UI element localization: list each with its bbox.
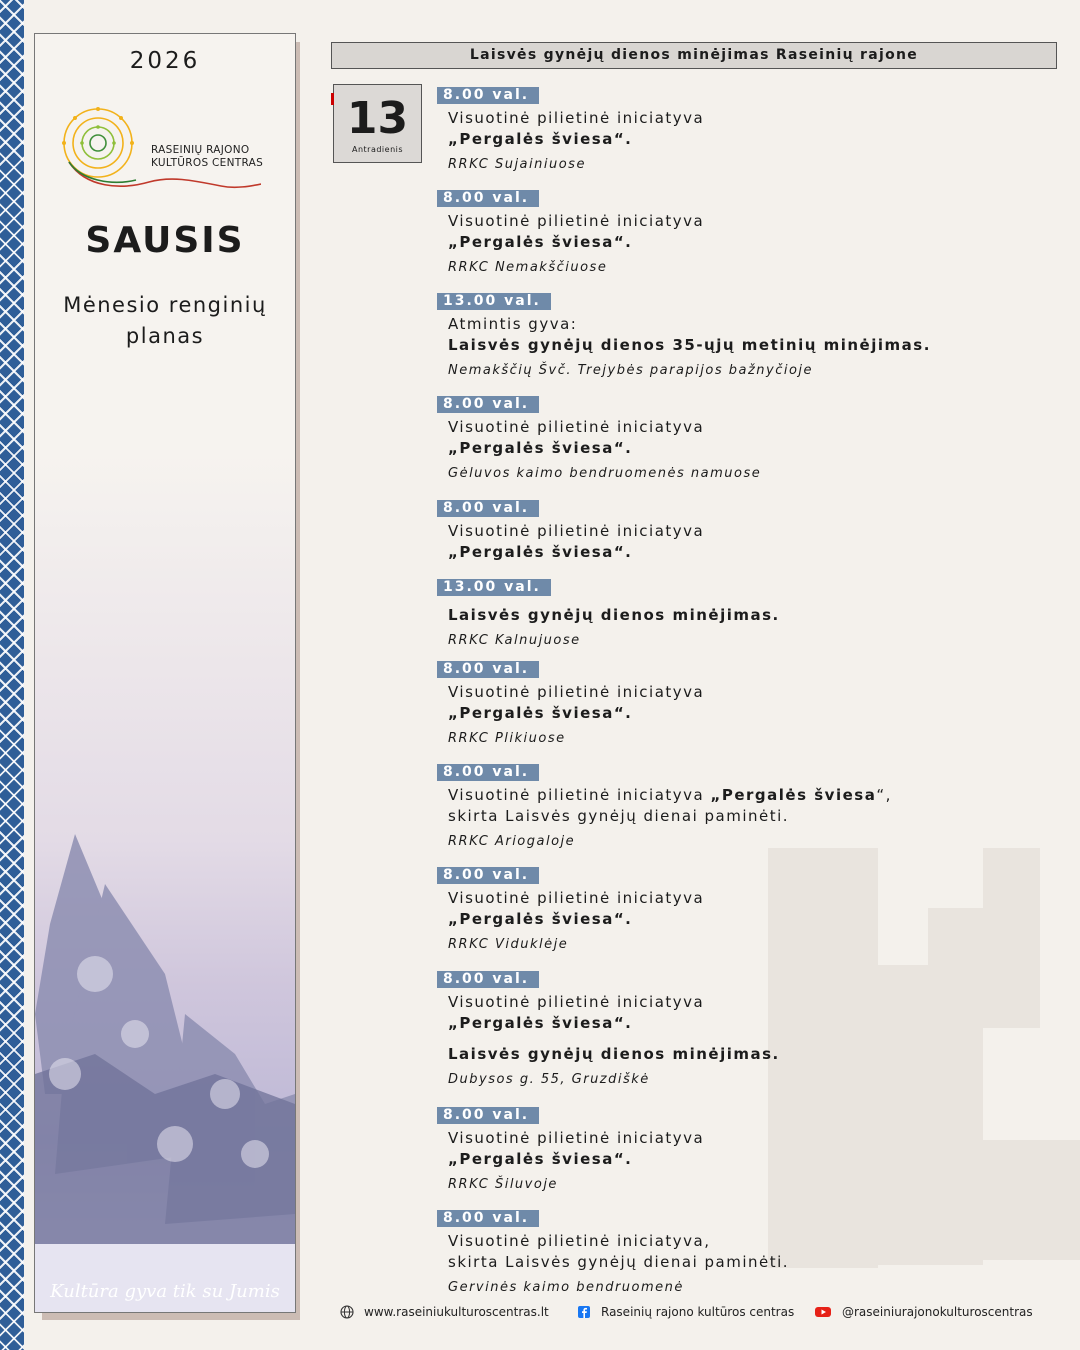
event-item bbox=[437, 187, 1037, 278]
logo-line: RASEINIŲ RAJONO bbox=[151, 144, 250, 156]
time-badge: 8.00 val. bbox=[437, 661, 539, 678]
time-badge: 8.00 val. bbox=[437, 396, 539, 413]
subtitle-line: Mėnesio renginių bbox=[63, 293, 267, 317]
subtitle-line: planas bbox=[125, 324, 205, 348]
event-title: Laisvės gynėjų dienos minėjimas. bbox=[448, 606, 780, 624]
time-badge: 8.00 val. bbox=[437, 764, 539, 781]
event-item bbox=[437, 393, 1037, 484]
event-item bbox=[437, 864, 1037, 955]
event-item bbox=[437, 290, 1037, 381]
event-text-part: Visuotinė pilietinė iniciatyva bbox=[448, 786, 711, 804]
day-number: 13 bbox=[346, 93, 409, 144]
event-text: skirta Laisvės gynėjų dienai paminėti. bbox=[448, 1253, 790, 1271]
event-text: Visuotinė pilietinė iniciatyva bbox=[448, 212, 705, 230]
event-text: skirta Laisvės gynėjų dienai paminėti. bbox=[448, 807, 790, 825]
event-text bbox=[448, 785, 1037, 806]
event-place: RRKC Šiluvoje bbox=[448, 1177, 558, 1192]
event-item bbox=[437, 576, 1037, 651]
event-text: Visuotinė pilietinė iniciatyva bbox=[448, 889, 705, 907]
event-title: „Pergalės šviesa“. bbox=[448, 543, 633, 561]
youtube-link[interactable]: @raseiniurajonokulturoscentras bbox=[842, 1305, 1033, 1319]
event-item bbox=[437, 497, 1037, 563]
winter-forest-image bbox=[35, 454, 295, 1312]
event-place: Gervinės kaimo bendruomenė bbox=[448, 1280, 684, 1295]
event-text: Visuotinė pilietinė iniciatyva bbox=[448, 109, 705, 127]
event-title: „Pergalės šviesa“. bbox=[448, 910, 633, 928]
logo-line: KULTŪROS CENTRAS bbox=[151, 157, 264, 169]
event-text: Visuotinė pilietinė iniciatyva bbox=[448, 683, 705, 701]
globe-icon bbox=[340, 1305, 354, 1319]
event-title: „Pergalės šviesa“. bbox=[448, 1014, 633, 1032]
event-text: Visuotinė pilietinė iniciatyva bbox=[448, 418, 705, 436]
time-badge: 8.00 val. bbox=[437, 87, 539, 104]
event-text: Atmintis gyva: bbox=[448, 315, 578, 333]
event-place: RRKC Ariogaloje bbox=[448, 834, 576, 849]
time-badge: 8.00 val. bbox=[437, 1210, 539, 1227]
event-place: RRKC Viduklėje bbox=[448, 937, 569, 952]
event-title: Laisvės gynėjų dienos minėjimas. bbox=[448, 1045, 780, 1063]
month-subtitle bbox=[35, 290, 295, 352]
time-badge: 8.00 val. bbox=[437, 971, 539, 988]
page-header: Laisvės gynėjų dienos minėjimas Raseinių rajone bbox=[331, 42, 1057, 69]
event-item bbox=[437, 84, 1037, 175]
date-marker bbox=[331, 93, 334, 105]
event-text: Visuotinė pilietinė iniciatyva, bbox=[448, 1232, 711, 1250]
event-place: RRKC Nemakščiuose bbox=[448, 260, 608, 275]
footer-facebook[interactable] bbox=[577, 1305, 794, 1319]
year-label: 2026 bbox=[129, 48, 201, 74]
event-title: „Pergalės šviesa“. bbox=[448, 704, 633, 722]
time-badge: 13.00 val. bbox=[437, 579, 551, 596]
date-box bbox=[333, 84, 422, 163]
youtube-icon bbox=[814, 1305, 832, 1319]
event-place: Gėluvos kaimo bendruomenės namuose bbox=[448, 466, 762, 481]
event-title: „Pergalės šviesa bbox=[710, 786, 877, 804]
event-place: Dubysos g. 55, Gruzdiškė bbox=[448, 1072, 650, 1087]
event-text: Visuotinė pilietinė iniciatyva bbox=[448, 993, 705, 1011]
tagline: Kultūra gyva tik su Jumis bbox=[50, 1281, 280, 1302]
time-badge: 13.00 val. bbox=[437, 293, 551, 310]
event-place: RRKC Plikiuose bbox=[448, 731, 566, 746]
footer-youtube[interactable] bbox=[814, 1305, 1033, 1319]
folk-pattern-border bbox=[0, 0, 28, 1350]
event-item bbox=[437, 1104, 1037, 1195]
time-badge: 8.00 val. bbox=[437, 190, 539, 207]
event-text: Visuotinė pilietinė iniciatyva bbox=[448, 522, 705, 540]
month-title: SAUSIS bbox=[85, 220, 245, 261]
logo-text bbox=[151, 144, 263, 170]
website-link[interactable]: www.raseiniukulturoscentras.lt bbox=[364, 1305, 549, 1319]
event-item bbox=[437, 761, 1037, 852]
event-title: Laisvės gynėjų dienos 35-ųjų metinių minėjimas. bbox=[448, 336, 931, 354]
event-text-part: “, bbox=[876, 786, 892, 804]
event-item bbox=[437, 658, 1037, 749]
facebook-link[interactable]: Raseinių rajono kultūros centras bbox=[601, 1305, 795, 1319]
event-title: „Pergalės šviesa“. bbox=[448, 1150, 633, 1168]
time-badge: 8.00 val. bbox=[437, 1107, 539, 1124]
footer-website[interactable] bbox=[340, 1305, 549, 1319]
time-badge: 8.00 val. bbox=[437, 867, 539, 884]
event-place: RRKC Sujainiuose bbox=[448, 157, 586, 172]
weekday-label: Antradienis bbox=[351, 145, 404, 154]
event-place: Nemakščių Švč. Trejybės parapijos bažnyčioje bbox=[448, 363, 814, 378]
event-title: „Pergalės šviesa“. bbox=[448, 439, 633, 457]
event-title: „Pergalės šviesa“. bbox=[448, 233, 633, 251]
event-item bbox=[437, 968, 1037, 1090]
facebook-icon bbox=[577, 1305, 591, 1319]
sidebar-panel bbox=[34, 33, 296, 1313]
event-title: „Pergalės šviesa“. bbox=[448, 130, 633, 148]
event-place: RRKC Kalnujuose bbox=[448, 633, 581, 648]
time-badge: 8.00 val. bbox=[437, 500, 539, 517]
event-text: Visuotinė pilietinė iniciatyva bbox=[448, 1129, 705, 1147]
event-item bbox=[437, 1207, 1037, 1298]
